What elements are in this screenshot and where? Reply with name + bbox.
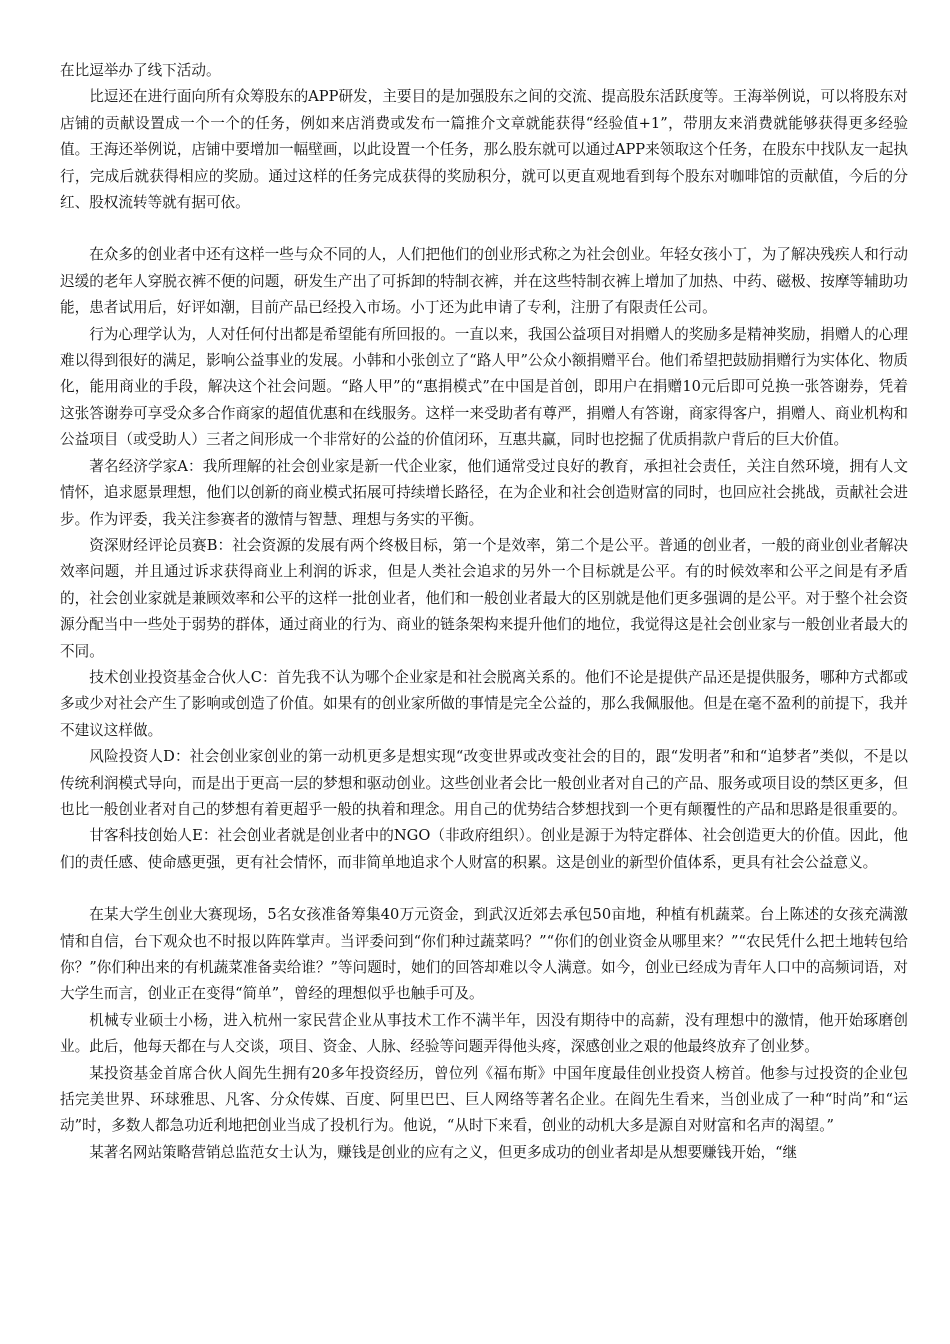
paragraph-partner-c: 技术创业投资基金合伙人C：首先我不认为哪个企业家是和社会脱离关系的。他们不论是提供产品还是提供服务，哪种方式都或多或少对社会产生了影响或创造了价值。如果有的创业家所做的事情是完全公益的，那么我佩服他。但是在毫不盈利的前提下，我并不建议这样做。 (60, 668, 908, 739)
section-gap (60, 876, 908, 902)
section-gap (60, 216, 908, 242)
paragraph-economist-a: 著名经济学家A：我所理解的社会创业家是新一代企业家，他们通常受过良好的教育，承担社会责任，关注自然环境，拥有人文情怀，追求愿景理想，他们以创新的商业模式拓展可持续增长路径，在为企业和社会创造财富的同时，也回应社会挑战，贡献社会进步。作为评委，我关注参赛者的激情与智慧、理想与务实的平衡。 (60, 457, 908, 528)
paragraph-xiaoyang: 机械专业硕士小杨，进入杭州一家民营企业从事技术工作不满半年，因没有期待中的高薪，没有理想中的激情，他开始琢磨创业。此后，他每天都在与人交谈，项目、资金、人脉、经验等问题弄得他头疼，深感创业之艰的他最终放弃了创业梦。 (60, 1011, 908, 1056)
paragraph-app-development: 比逗还在进行面向所有众筹股东的APP研发，主要目的是加强股东之间的交流、提高股东活跃度等。王海举例说，可以将股东对店铺的贡献设置成一个一个的任务，例如来店消费或发布一篇推介文章就能获得“经验值+1”，带朋友来消费就能够获得更多经验值。王海还举例说，店铺中要增加一幅壁画，以此设置一个任务，那么股东就可以通过APP来领取这个任务，在股东中找队友一起执行，完成后就获得相应的奖励。通过这样的任务完成获得的奖励积分，就可以更直观地看到每个股东对咖啡馆的贡献值，今后的分红、股权流转等就有据可依。 (60, 88, 908, 212)
paragraph-social-entrepreneurship: 在众多的创业者中还有这样一些与众不同的人，人们把他们的创业形式称之为社会创业。年轻女孩小丁，为了解决残疾人和行动迟缓的老年人穿脱衣裤不便的问题，研发生产出了可拆卸的特制衣裤，并在这些特制衣裤上增加了加热、中药、磁极、按摩等辅助功能，患者试用后，好评如潮，目前产品已经投入市场。小丁还为此申请了专利，注册了有限责任公司。 (60, 246, 908, 317)
paragraph-behavioral-psychology: 行为心理学认为，人对任何付出都是希望能有所回报的。一直以来，我国公益项目对捐赠人的奖励多是精神奖励，捐赠人的心理难以得到很好的满足，影响公益事业的发展。小韩和小张创立了“路人甲”公众小额捐赠平台。他们希望把鼓励捐赠行为实体化、物质化，能用商业的手段，解决这个社会问题。“路人甲”的“惠捐模式”在中国是首创，即用户在捐赠10元后即可兑换一张答谢券，凭着这张答谢券可享受众多合作商家的超值优惠和在线服务。这样一来受助者有尊严，捐赠人有答谢，商家得客户，捐赠人、商业机构和公益项目（或受助人）三者之间形成一个非常好的公益的价值闭环，互惠共赢，同时也挖掘了优质捐款户背后的巨大价值。 (60, 325, 908, 449)
paragraph-founder-e: 甘客科技创始人E：社会创业者就是创业者中的NGO（非政府组织）。创业是源于为特定群体、社会创造更大的价值。因此，他们的责任感、使命感更强，更有社会情怀，而非简单地追求个人财富的积累。这是创业的新型价值体系，更具有社会公益意义。 (60, 827, 908, 871)
paragraph-director-fan: 某著名网站策略营销总监范女士认为，赚钱是创业的应有之义，但更多成功的创业者却是从想要赚钱开始，“继 (89, 1143, 798, 1161)
paragraph-contest: 在某大学生创业大赛现场，5名女孩准备筹集40万元资金，到武汉近郊去承包50亩地，种植有机蔬菜。台上陈述的女孩充满激情和自信，台下观众也不时报以阵阵掌声。当评委问到“你们种过蔬菜吗？”“你们的创业资金从哪里来？”“农民凭什么把土地转包给你？”你们种出来的有机蔬菜准备卖给谁？”等问题时，她们的回答却难以令人满意。如今，创业已经成为青年人口中的高频词语，对大学生而言，创业正在变得“简单”，曾经的理想似乎也触手可及。 (60, 906, 908, 1003)
paragraph-commentator-b: 资深财经评论员赛B：社会资源的发展有两个终极目标，第一个是效率，第二个是公平。普通的创业者，一般的商业创业者解决效率问题，并且通过诉求获得商业上利润的诉求，但是人类社会追求的另外一个目标就是公平。有的时候效率和公平之间是有矛盾的，社会创业家就是兼顾效率和公平的这样一批创业者，他们和一般创业者最大的区别就是他们更多强调的是公平。对于整个社会资源分配当中一些处于弱势的群体，通过商业的行为、商业的链条架构来提升他们的地位，我觉得这是社会创业家与一般创业者最大的不同。 (60, 536, 908, 660)
paragraph-continuation: 在比逗举办了线下活动。 (60, 62, 221, 79)
paragraph-investor-yan: 某投资基金首席合伙人阎先生拥有20多年投资经历，曾位列《福布斯》中国年度最佳创业投资人榜首。他参与过投资的企业包括完美世界、环球雅思、凡客、分众传媒、百度、阿里巴巴、巨人网络等著名企业。在阎先生看来，当创业成了一种“时尚”和“运动”时，多数人都急功近利地把创业当成了投机行为。他说，“从时下来看，创业的动机大多是源自对财富和名声的渴望。” (60, 1064, 908, 1135)
paragraph-investor-d: 风险投资人D：社会创业家创业的第一动机更多是想实现“改变世界或改变社会的目的，跟“发明者”和和“追梦者”类似，不是以传统利润模式导向，而是出于更高一层的梦想和驱动创业。这些创业者会比一般创业者对自己的产品、服务或项目设的禁区更多，但也比一般创业者对自己的梦想有着更超乎一般的执着和理念。用自己的优势结合梦想找到一个更有颠覆性的产品和思路是很重要的。 (60, 748, 908, 818)
